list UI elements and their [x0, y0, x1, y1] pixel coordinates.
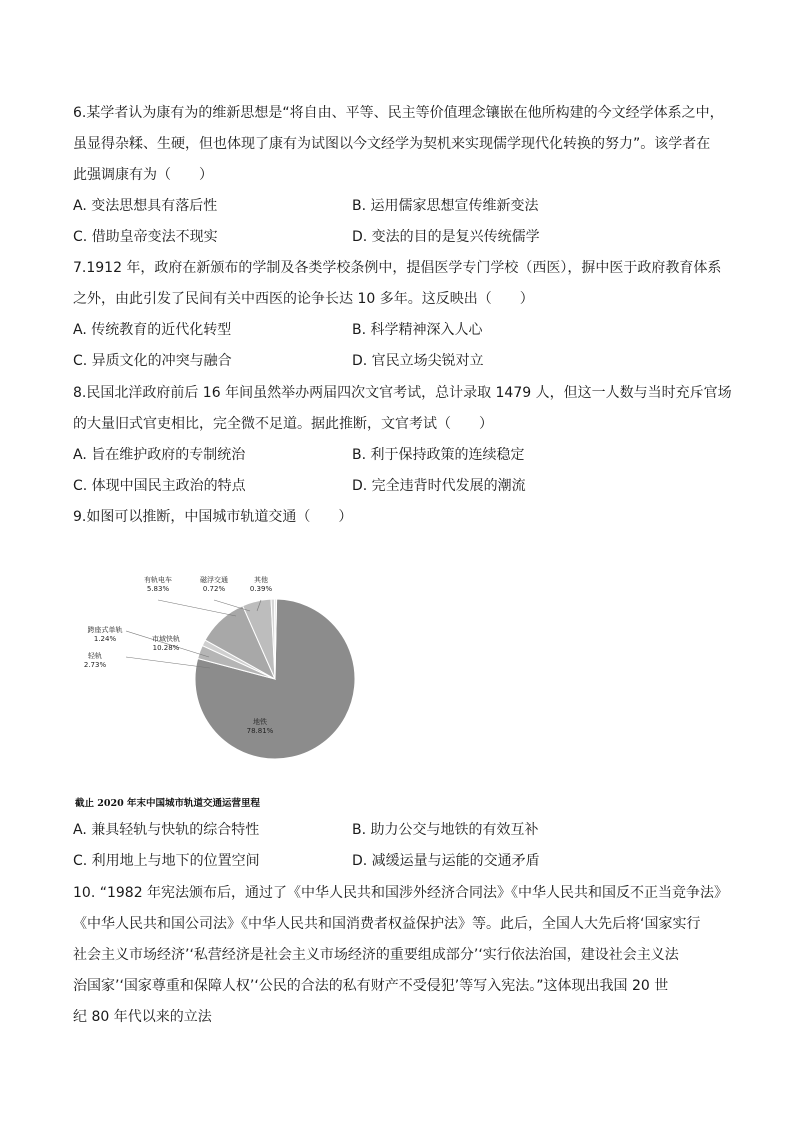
q10-stem-line-5: 纪 80 年代以来的立法 [73, 1009, 212, 1025]
q10-stem-line-3: 社会主义市场经济’‘私营经济是社会主义市场经济的重要组成部分’‘实行依法治国，建设社会主义法 [73, 947, 679, 963]
q8-option-a: A. 旨在维护政府的专制统治 [73, 447, 246, 463]
slice-label-subway: 地铁 [253, 718, 267, 726]
q7-option-d: D. 官民立场尖锐对立 [352, 353, 484, 369]
q7-stem-line-2: 之外，由此引发了民间有关中西医的论争长达 10 多年。这反映出（ ） [73, 291, 534, 307]
slice-label-suburban-rail: 市域快轨 [152, 635, 180, 643]
q9-stem-line-1: 9.如图可以推断，中国城市轨道交通（ ） [73, 509, 353, 525]
q10-stem-line-1: 10. “1982 年宪法颁布后，通过了《中华人民共和国涉外经济合同法》《中华人民共和国反不正当竞争法》 [73, 885, 729, 901]
slice-value-tram: 5.83% [146, 585, 170, 593]
q6-option-c: C. 借助皇帝变法不现实 [73, 229, 218, 245]
slice-value-suburban-rail: 10.28% [152, 644, 180, 652]
q8-stem-line-2: 的大量旧式官吏相比，完全微不足道。据此推断，文官考试（ ） [73, 416, 493, 432]
q7-option-c: C. 异质文化的冲突与融合 [73, 353, 232, 369]
q6-option-d: D. 变法的目的是复兴传统儒学 [352, 229, 540, 245]
q7-option-b: B. 科学精神深入人心 [352, 322, 483, 338]
q10-stem-line-2: 《中华人民共和国公司法》《中华人民共和国消费者权益保护法》等。此后，全国人大先后将‘国家实行 [73, 916, 701, 932]
slice-value-light-rail: 2.73% [83, 661, 107, 669]
q8-option-b: B. 利于保持政策的连续稳定 [352, 447, 525, 463]
q8-option-c: C. 体现中国民主政治的特点 [73, 478, 246, 494]
q9-option-a: A. 兼具轻轨与快轨的综合特性 [73, 822, 260, 838]
slice-label-maglev: 磁浮交通 [200, 576, 228, 584]
q6-stem-line-2: 虽显得杂糅、生硬，但也体现了康有为试图以今文经学为契机来实现儒学现代化转换的努力”。该学者在 [73, 136, 711, 152]
q9-option-c: C. 利用地上与地下的位置空间 [73, 853, 260, 869]
leader-line-tram [158, 600, 236, 616]
q8-stem-line-1: 8.民国北洋政府前后 16 年间虽然举办两届四次文官考试，总计录取 1479 人，但这一人数与当时充斥官场 [73, 385, 732, 401]
q8-option-d: D. 完全违背时代发展的潮流 [352, 478, 526, 494]
slice-label-monorail: 跨座式单轨 [87, 626, 123, 634]
slice-label-light-rail: 轻轨 [88, 652, 102, 660]
pie-chart-svg [70, 565, 390, 815]
q9-option-b: B. 助力公交与地铁的有效互补 [352, 822, 539, 838]
q6-stem-line-1: 6.某学者认为康有为的维新思想是“将自由、平等、民主等价值理念镶嵌在他所构建的今文经学体系之中， [73, 105, 724, 121]
q9-option-d: D. 减缓运量与运能的交通矛盾 [352, 853, 540, 869]
q6-stem-line-3: 此强调康有为（ ） [73, 167, 213, 183]
slice-value-other: 0.39% [249, 585, 273, 593]
slice-value-monorail: 1.24% [93, 635, 117, 643]
chart-title: 截止 2020 年末中国城市轨道交通运营里程 [75, 798, 261, 809]
q7-option-a: A. 传统教育的近代化转型 [73, 322, 232, 338]
slice-value-maglev: 0.72% [202, 585, 226, 593]
pie-chart [70, 565, 390, 815]
q6-option-a: A. 变法思想具有落后性 [73, 198, 218, 214]
slice-label-tram: 有轨电车 [144, 576, 172, 584]
slice-value-subway: 78.81% [246, 727, 274, 735]
slice-label-other: 其他 [254, 576, 268, 584]
q7-stem-line-1: 7.1912 年，政府在新颁布的学制及各类学校条例中，提倡医学专门学校（西医），摒中医于政府教育体系 [73, 260, 722, 276]
q6-option-b: B. 运用儒家思想宣传维新变法 [352, 198, 539, 214]
q10-stem-line-4: 治国家’‘国家尊重和保障人权’‘公民的合法的私有财产不受侵犯’等写入宪法。”这体现出我国 20 世 [73, 978, 669, 994]
